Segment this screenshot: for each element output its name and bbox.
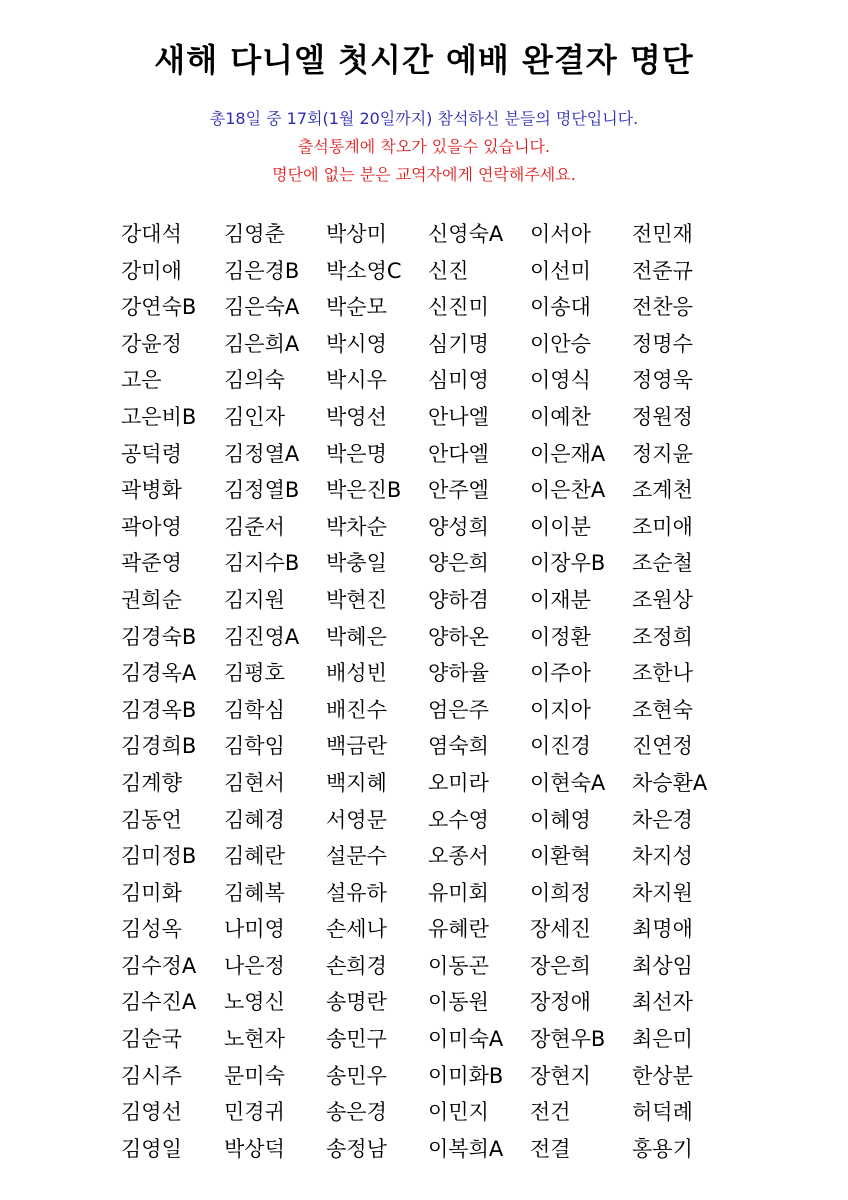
name-entry: 송은경 (326, 1100, 387, 1125)
name-entry: 김지수B (224, 551, 300, 576)
name-entry: 김학심 (224, 697, 285, 722)
name-entry: 김지원 (224, 587, 285, 612)
name-entry: 안다엘 (428, 441, 489, 466)
name-entry: 강대석 (121, 222, 182, 246)
name-entry: 양하온 (428, 624, 489, 649)
name-entry: 박시우 (326, 368, 387, 393)
name-entry: 전준규 (632, 258, 693, 283)
name-entry: 전건 (530, 1100, 571, 1125)
name-entry: 이미숙A (428, 1027, 504, 1052)
name-entry: 공덕령 (121, 441, 182, 466)
name-entry: 박현진 (326, 587, 387, 612)
name-entry: 김경옥B (121, 697, 197, 722)
name-entry: 이주아 (530, 661, 591, 686)
name-entry: 백금란 (326, 734, 387, 759)
name-entry: 이지아 (530, 697, 591, 722)
name-entry: 박상미 (326, 222, 387, 246)
name-entry: 신진 (428, 258, 469, 283)
name-entry: 이선미 (530, 258, 591, 283)
name-entry: 양하겸 (428, 587, 489, 612)
name-entry: 김영일 (121, 1136, 182, 1161)
name-entry: 김성옥 (121, 917, 182, 942)
notice-error-disclaimer: 출석통계에 착오가 있을수 있습니다. (297, 137, 551, 156)
name-entry: 김동언 (121, 807, 182, 832)
name-entry: 김수진A (121, 990, 197, 1015)
name-entry: 심미영 (428, 368, 489, 393)
name-entry: 이진경 (530, 734, 591, 759)
name-entry: 고은비B (121, 404, 197, 429)
name-entry: 정지윤 (632, 441, 693, 466)
name-entry: 양하율 (428, 661, 489, 686)
name-entry: 박충일 (326, 551, 387, 576)
name-entry: 김인자 (224, 404, 285, 429)
name-entry: 김혜복 (224, 880, 285, 905)
name-entry: 곽아영 (121, 514, 182, 539)
name-entry: 배진수 (326, 697, 387, 722)
name-entry: 심기명 (428, 331, 489, 356)
name-entry: 진연정 (632, 734, 693, 759)
name-entry: 정영욱 (632, 368, 693, 393)
notice-contact-instruction: 명단에 없는 분은 교역자에게 연락해주세요. (272, 165, 576, 184)
name-entry: 김시주 (121, 1063, 182, 1088)
name-entry: 엄은주 (428, 697, 489, 722)
name-entry: 이송대 (530, 295, 591, 320)
name-entry: 고은 (121, 368, 162, 393)
name-entry: 서영문 (326, 807, 387, 832)
name-entry: 정원정 (632, 404, 693, 429)
name-entry: 이은찬A (530, 478, 606, 503)
name-entry: 박영선 (326, 404, 387, 429)
name-entry: 유혜란 (428, 917, 489, 942)
name-entry: 장현우B (530, 1027, 606, 1052)
name-entry: 김경희B (121, 734, 197, 759)
name-entry: 송정남 (326, 1136, 387, 1161)
name-entry: 손세나 (326, 917, 387, 942)
name-entry: 박상덕 (224, 1136, 285, 1161)
name-entry: 강미애 (121, 258, 182, 283)
name-entry: 이안승 (530, 331, 591, 356)
name-entry: 허덕례 (632, 1100, 693, 1125)
name-entry: 박은진B (326, 478, 402, 503)
name-entry: 배성빈 (326, 661, 387, 686)
name-entry: 최상임 (632, 953, 693, 978)
name-entry: 홍용기 (632, 1136, 693, 1161)
name-entry: 송민구 (326, 1027, 387, 1052)
name-entry: 송민우 (326, 1063, 387, 1088)
name-entry: 이동곤 (428, 953, 489, 978)
name-entry: 설문수 (326, 844, 387, 869)
name-entry: 김수정A (121, 953, 197, 978)
name-entry: 김은숙A (224, 295, 300, 320)
name-entry: 김혜경 (224, 807, 285, 832)
notice-attendance-info: 총18일 중 17회(1월 20일까지) 참석하신 분들의 명단입니다. (209, 109, 639, 128)
name-entry: 조정희 (632, 624, 693, 649)
name-entry: 오미라 (428, 770, 489, 795)
name-entry: 강윤정 (121, 331, 182, 356)
name-entry: 강연숙B (121, 295, 197, 320)
name-entry: 김영선 (121, 1100, 182, 1125)
name-entry: 송명란 (326, 990, 387, 1015)
name-entry: 나은정 (224, 953, 285, 978)
name-entry: 유미회 (428, 880, 489, 905)
name-entry: 김순국 (121, 1027, 182, 1052)
name-entry: 조현숙 (632, 697, 693, 722)
name-entry: 김준서 (224, 514, 285, 539)
name-entry: 이미화B (428, 1063, 504, 1088)
name-entry: 문미숙 (224, 1063, 285, 1088)
name-entry: 김계향 (121, 770, 182, 795)
name-entry: 장현지 (530, 1063, 591, 1088)
name-entry: 차지원 (632, 880, 693, 905)
name-entry: 이민지 (428, 1100, 489, 1125)
page-title: 새해 다니엘 첫시간 예배 완결자 명단 (154, 41, 694, 79)
name-entry: 신영숙A (428, 222, 504, 246)
name-entry: 이정환 (530, 624, 591, 649)
name-entry: 조계천 (632, 478, 693, 503)
name-entry: 조미애 (632, 514, 693, 539)
name-entry: 조원상 (632, 587, 693, 612)
name-entry: 장은희 (530, 953, 591, 978)
name-entry: 김혜란 (224, 844, 285, 869)
name-entry: 김정열B (224, 478, 300, 503)
name-entry: 곽준영 (121, 551, 182, 576)
name-entry: 이예찬 (530, 404, 591, 429)
name-entry: 전찬응 (632, 295, 693, 320)
name-entry: 손희경 (326, 953, 387, 978)
name-entry: 양성희 (428, 514, 489, 539)
names-list (121, 216, 741, 1167)
name-entry: 김의숙 (224, 368, 285, 393)
name-entry: 차승환A (632, 770, 708, 795)
name-entry: 이서아 (530, 222, 591, 246)
name-entry: 설유하 (326, 880, 387, 905)
name-entry: 곽병화 (121, 478, 182, 503)
name-entry: 박순모 (326, 295, 387, 320)
name-entry: 한상분 (632, 1063, 693, 1088)
name-entry: 차지성 (632, 844, 693, 869)
name-entry: 나미영 (224, 917, 285, 942)
name-entry: 김진영A (224, 624, 300, 649)
name-entry: 최명애 (632, 917, 693, 942)
name-entry: 장세진 (530, 917, 591, 942)
name-entry: 이동원 (428, 990, 489, 1015)
name-entry: 장정애 (530, 990, 591, 1015)
name-entry: 이영식 (530, 368, 591, 393)
name-entry: 이희정 (530, 880, 591, 905)
name-entry: 김은경B (224, 258, 300, 283)
name-entry: 전민재 (632, 222, 693, 246)
name-entry: 이재분 (530, 587, 591, 612)
name-entry: 노영신 (224, 990, 285, 1015)
name-entry: 김평호 (224, 661, 285, 686)
name-entry: 이현숙A (530, 770, 606, 795)
name-entry: 박차순 (326, 514, 387, 539)
name-entry: 박혜은 (326, 624, 387, 649)
name-entry: 최선자 (632, 990, 693, 1015)
name-entry: 조한나 (632, 661, 693, 686)
name-entry: 안주엘 (428, 478, 489, 503)
name-entry: 노현자 (224, 1027, 285, 1052)
name-entry: 권희순 (121, 587, 182, 612)
name-entry: 김정열A (224, 441, 300, 466)
name-entry: 민경귀 (224, 1100, 285, 1125)
name-entry: 안나엘 (428, 404, 489, 429)
name-entry: 박은명 (326, 441, 387, 466)
name-entry: 박소영C (326, 258, 402, 283)
name-entry: 김은희A (224, 331, 300, 356)
name-entry: 김영춘 (224, 222, 285, 246)
name-entry: 이은재A (530, 441, 606, 466)
name-entry: 이장우B (530, 551, 606, 576)
name-entry: 정명수 (632, 331, 693, 356)
name-entry: 양은희 (428, 551, 489, 576)
name-entry: 조순철 (632, 551, 693, 576)
name-entry: 전결 (530, 1136, 571, 1161)
name-entry: 김학임 (224, 734, 285, 759)
name-entry: 차은경 (632, 807, 693, 832)
name-entry: 신진미 (428, 295, 489, 320)
name-entry: 백지혜 (326, 770, 387, 795)
name-entry: 이혜영 (530, 807, 591, 832)
name-entry: 오종서 (428, 844, 489, 869)
name-entry: 김경옥A (121, 661, 197, 686)
name-entry: 염숙희 (428, 734, 489, 759)
name-entry: 이복희A (428, 1136, 504, 1161)
name-entry: 김미화 (121, 880, 182, 905)
name-entry: 김경숙B (121, 624, 197, 649)
name-entry: 이환혁 (530, 844, 591, 869)
name-entry: 최은미 (632, 1027, 693, 1052)
name-entry: 이이분 (530, 514, 591, 539)
name-entry: 김현서 (224, 770, 285, 795)
name-entry: 오수영 (428, 807, 489, 832)
name-entry: 박시영 (326, 331, 387, 356)
name-entry: 김미정B (121, 844, 197, 869)
